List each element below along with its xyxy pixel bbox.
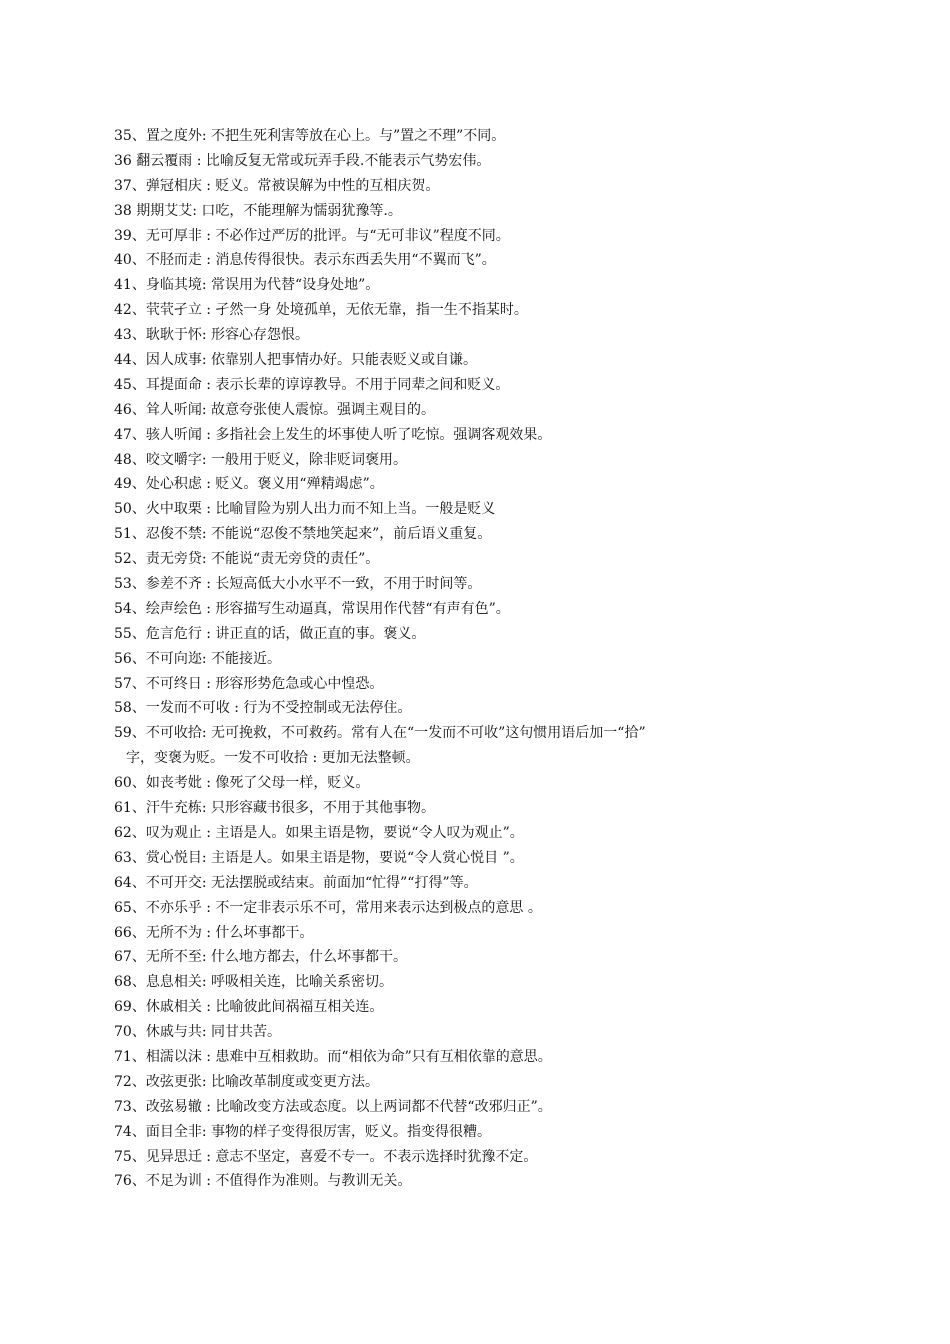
list-item: 64、不可开交: 无法摆脱或结束。前面加“忙得”“打得”等。 [114, 874, 478, 891]
list-item: 62、叹为观止 : 主语是人。如果主语是物，要说“令人叹为观止”。 [114, 824, 524, 841]
list-item: 71、相濡以沫 : 患难中互相救助。而“相依为命”只有互相依靠的意思。 [114, 1048, 552, 1065]
list-item: 40、不胫而走 : 消息传得很快。表示东西丢失用“不翼而飞”。 [114, 252, 496, 269]
list-item: 58、一发而不可收 : 行为不受控制或无法停住。 [114, 700, 412, 717]
list-item: 60、如丧考妣 : 像死了父母一样，贬义。 [114, 775, 370, 792]
idiom-list [114, 124, 814, 1194]
list-item: 47、骇人听闻 : 多指社会上发生的坏事使人听了吃惊。强调客观效果。 [114, 426, 552, 443]
list-item: 67、无所不至: 什么地方都去，什么坏事都干。 [114, 949, 407, 966]
list-item: 55、危言危行 : 讲正直的话，做正直的事。褒义。 [114, 625, 426, 642]
list-item: 68、息息相关: 呼吸相关连，比喻关系密切。 [114, 974, 393, 991]
list-item: 75、见异思迁 : 意志不坚定，喜爱不专一。不表示选择时犹豫不定。 [114, 1148, 538, 1165]
list-item: 59、不可收拾: 无可挽救，不可救药。常有人在“一发而不可收”这句惯用语后加一“拾” [114, 725, 646, 742]
list-item: 70、休戚与共: 同甘共苦。 [114, 1024, 281, 1041]
list-item: 45、耳提面命 : 表示长辈的谆谆教导。不用于同辈之间和贬义。 [114, 376, 510, 393]
list-item: 49、处心积虑 : 贬义。褒义用“殚精竭虑”。 [114, 476, 384, 493]
list-item: 37、弹冠相庆 : 贬义。常被误解为中性的互相庆贺。 [114, 177, 440, 194]
list-item: 53、参差不齐 : 长短高低大小水平不一致，不用于时间等。 [114, 576, 482, 593]
list-item: 42、茕茕孑立 : 孑然一身 处境孤单，无依无靠，指一生不指某时。 [114, 302, 528, 319]
list-item: 46、耸人听闻: 故意夸张使人震惊。强调主观目的。 [114, 401, 435, 418]
list-item: 61、汗牛充栋: 只形容藏书很多，不用于其他事物。 [114, 800, 435, 817]
list-item: 35、置之度外: 不把生死利害等放在心上。与”置之不理”不同。 [114, 128, 506, 144]
list-item: 65、不亦乐乎 : 不一定非表示乐不可，常用来表示达到极点的意思 。 [114, 899, 542, 916]
list-item: 50、火中取栗 : 比喻冒险为别人出力而不知上当。一般是贬义 [114, 501, 496, 518]
list-item: 69、休戚相关 : 比喻彼此间祸福互相关连。 [114, 999, 384, 1016]
list-item: 73、改弦易辙 : 比喻改变方法或态度。以上两词都不代替“改邪归正”。 [114, 1098, 552, 1115]
list-item: 54、绘声绘色 : 形容描写生动逼真，常误用作代替“有声有色”。 [114, 600, 510, 617]
list-item: 74、面目全非: 事物的样子变得很厉害，贬义。指变得很糟。 [114, 1123, 491, 1140]
list-item: 66、无所不为 : 什么坏事都干。 [114, 924, 314, 941]
list-item: 36 翻云覆雨 : 比喻反复无常或玩弄手段.不能表示气势宏伟。 [114, 152, 491, 169]
list-item: 38 期期艾艾: 口吃，不能理解为懦弱犹豫等.。 [114, 202, 402, 219]
list-item: 76、不足为训 : 不值得作为准则。与教训无关。 [114, 1173, 412, 1190]
list-item: 52、责无旁贷: 不能说“责无旁贷的责任”。 [114, 551, 380, 568]
list-item: 63、赏心悦目: 主语是人。如果主语是物，要说“令人赏心悦目 ”。 [114, 849, 524, 866]
list-item: 44、因人成事: 依靠别人把事情办好。只能表贬义或自谦。 [114, 352, 477, 369]
list-item: 39、无可厚非 : 不必作过严厉的批评。与“无可非议”程度不同。 [114, 227, 510, 244]
list-item-continuation: 字，变褒为贬。一发不可收拾 : 更加无法整顿。 [126, 750, 420, 767]
list-item: 41、身临其境: 常误用为代替“设身处地”。 [114, 277, 380, 294]
list-item: 56、不可向迩: 不能接近。 [114, 650, 281, 667]
list-item: 57、不可终日 : 形容形势危急或心中惶恐。 [114, 675, 384, 692]
list-item: 51、忍俊不禁: 不能说“忍俊不禁地笑起来”，前后语义重复。 [114, 526, 492, 543]
list-item: 72、改弦更张: 比喻改革制度或变更方法。 [114, 1073, 379, 1090]
list-item: 48、咬文嚼字: 一般用于贬义，除非贬词褒用。 [114, 451, 407, 468]
list-item: 43、耿耿于怀: 形容心存怨恨。 [114, 327, 309, 344]
